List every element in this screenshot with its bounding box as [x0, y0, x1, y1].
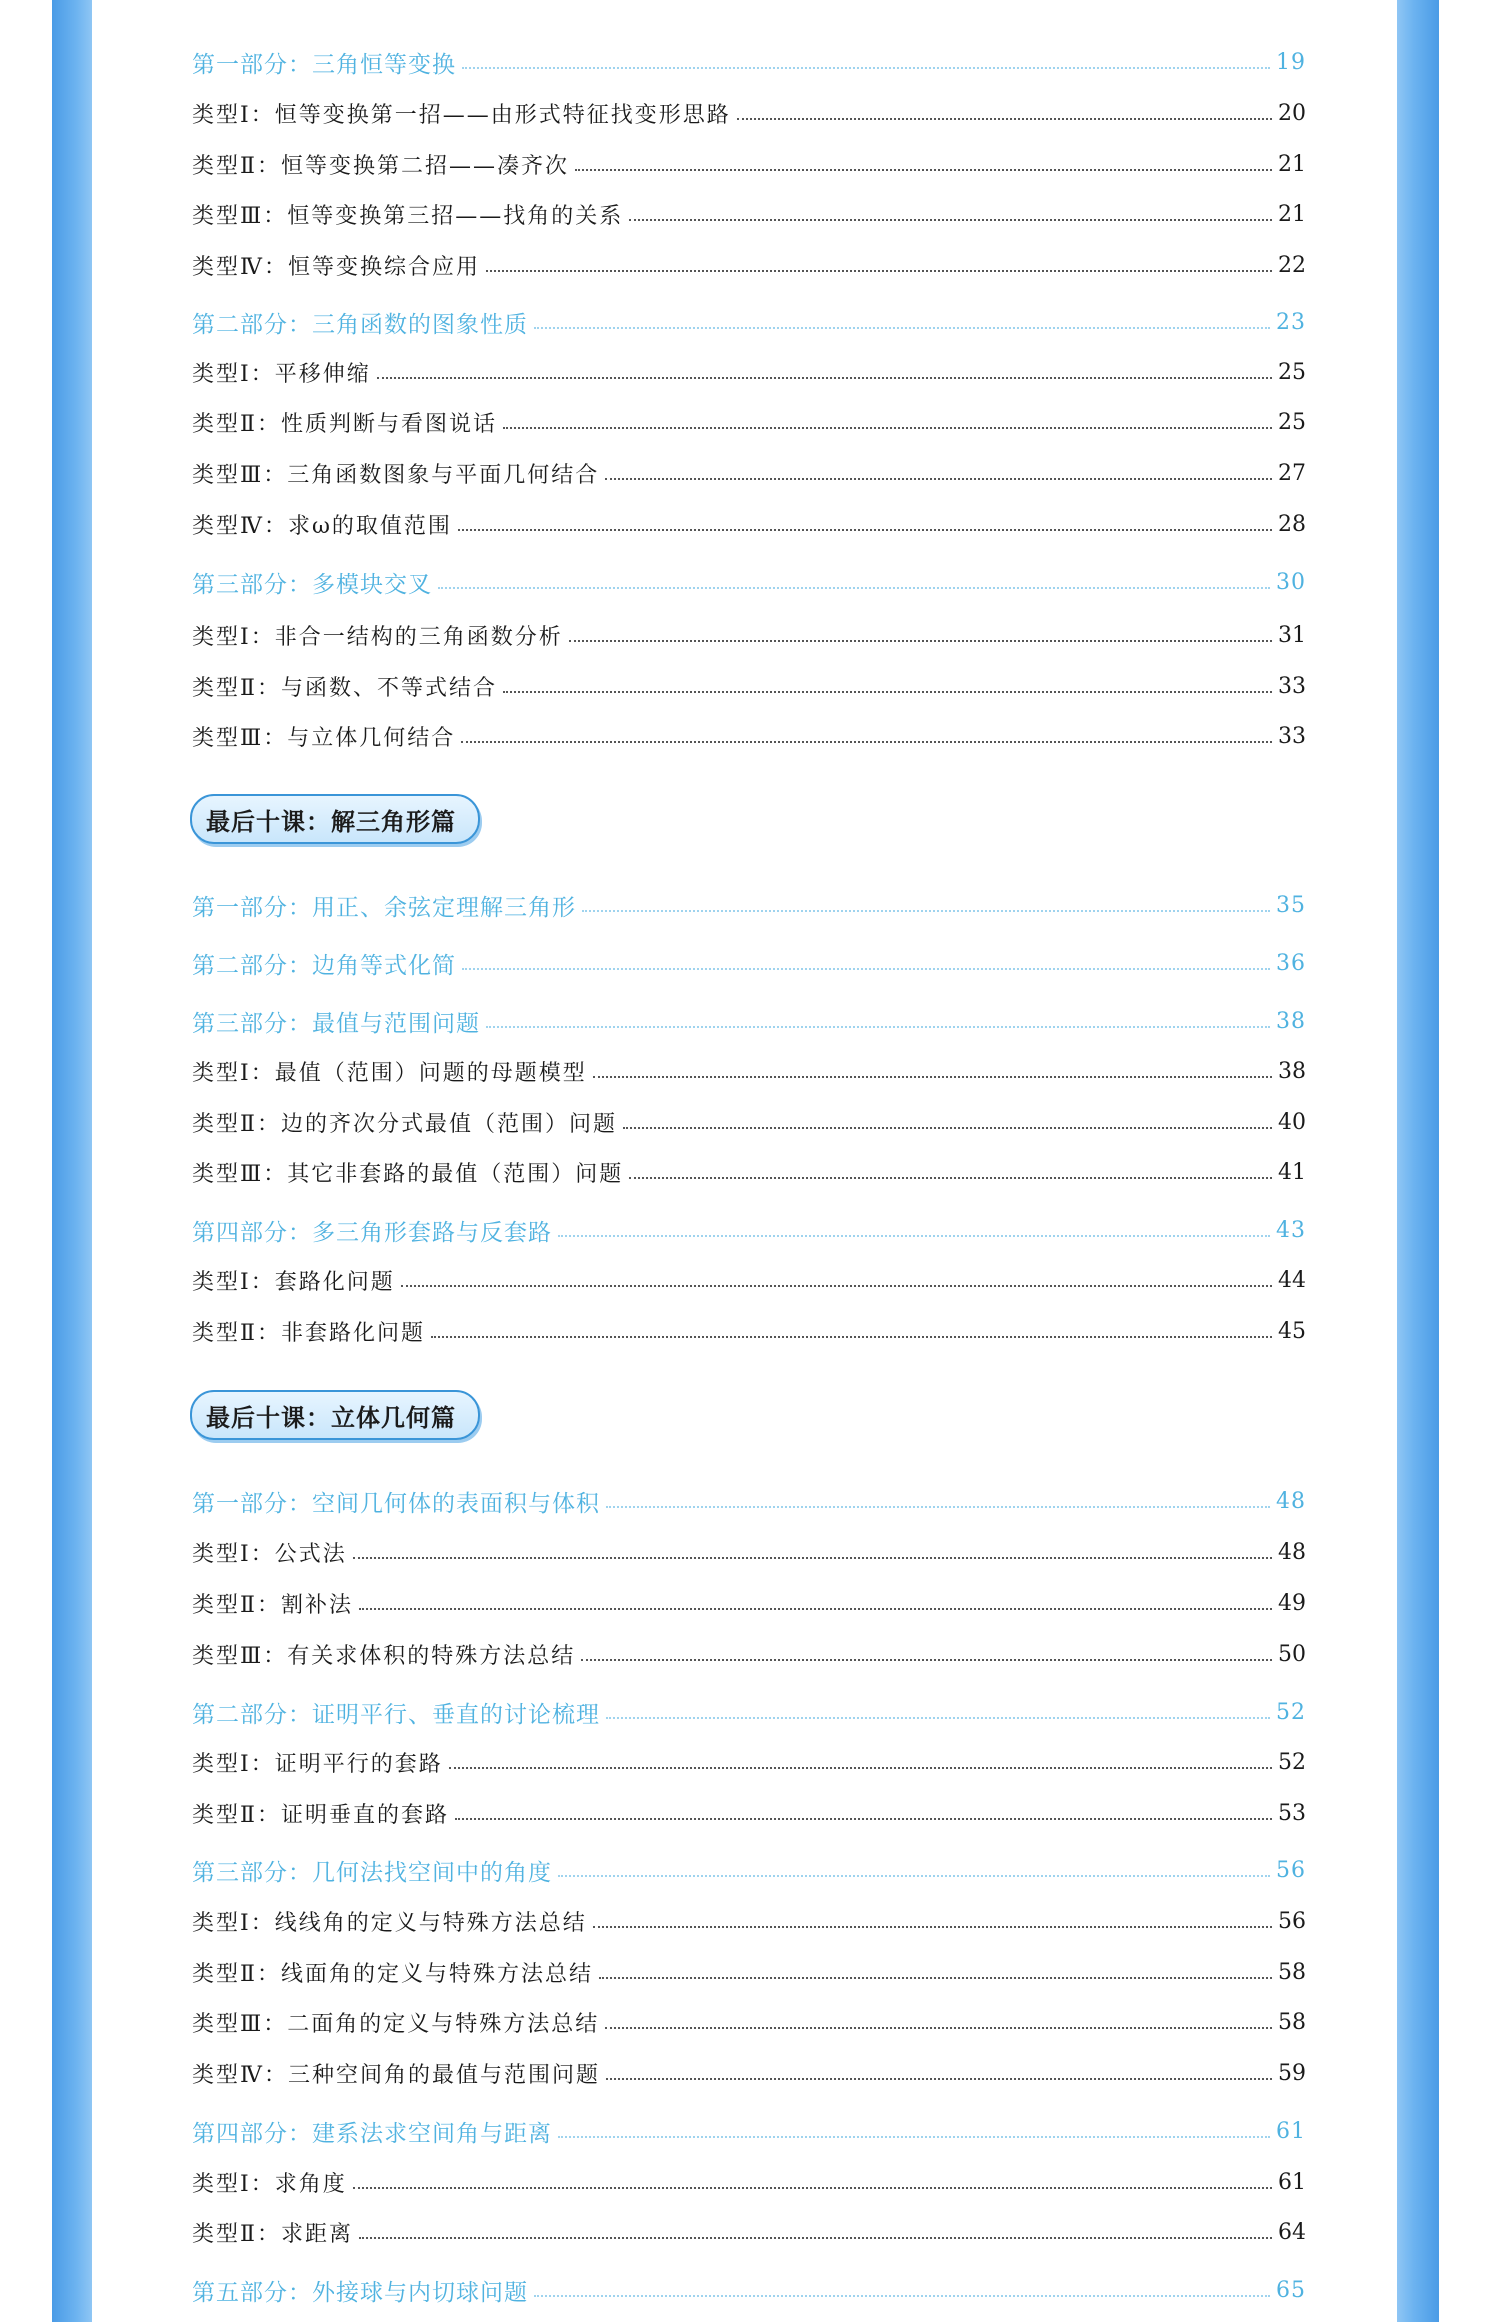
right-blue-border	[1397, 0, 1439, 2322]
dot-leader	[558, 1875, 1270, 1877]
right-margin	[1439, 0, 1498, 2322]
entry-label: 类型Ⅰ：平移伸缩	[192, 361, 371, 387]
toc-type-entry[interactable]	[192, 1793, 1306, 1833]
dot-leader	[629, 219, 1272, 221]
page-number: 56	[1278, 1908, 1306, 1934]
dot-leader	[737, 118, 1272, 120]
toc-type-entry[interactable]	[192, 352, 1306, 392]
toc-type-entry[interactable]	[192, 1152, 1306, 1192]
entry-label: 类型Ⅱ：非套路化问题	[192, 1320, 425, 1346]
dot-leader	[462, 968, 1270, 970]
dot-leader	[593, 1076, 1272, 1078]
dot-leader	[431, 1336, 1272, 1338]
entry-label: 第一部分：用正、余弦定理解三角形	[192, 894, 576, 921]
toc-type-entry[interactable]	[192, 1051, 1306, 1091]
page-number: 22	[1278, 252, 1306, 278]
entry-label: 类型Ⅲ：其它非套路的最值（范围）问题	[192, 1161, 624, 1187]
entry-label: 类型Ⅲ：恒等变换第三招——找角的关系	[192, 203, 624, 229]
page-number: 52	[1278, 1749, 1306, 1775]
page-number: 58	[1278, 1959, 1306, 1985]
dot-leader	[486, 1026, 1270, 1028]
toc-part-entry[interactable]	[192, 1850, 1306, 1890]
dot-leader	[353, 1557, 1272, 1559]
page-number: 64	[1278, 2219, 1306, 2245]
dot-leader	[582, 910, 1270, 912]
entry-label: 类型Ⅱ：性质判断与看图说话	[192, 411, 497, 437]
toc-part-entry[interactable]	[192, 42, 1306, 82]
entry-label: 类型Ⅰ：求角度	[192, 2171, 347, 2197]
entry-label: 类型Ⅱ：证明垂直的套路	[192, 1802, 449, 1828]
entry-label: 第四部分：建系法求空间角与距离	[192, 2120, 552, 2147]
page-number: 52	[1276, 1699, 1306, 1725]
dot-leader	[503, 427, 1272, 429]
dot-leader	[462, 67, 1270, 69]
toc-part-entry[interactable]	[192, 943, 1306, 983]
page-number: 33	[1278, 723, 1306, 749]
page-number: 53	[1278, 1800, 1306, 1826]
left-margin	[0, 0, 52, 2322]
toc-type-entry[interactable]	[192, 504, 1306, 544]
page-number: 23	[1276, 309, 1306, 335]
entry-label: 类型Ⅰ：公式法	[192, 1541, 347, 1567]
page-number: 21	[1278, 201, 1306, 227]
page-number: 65	[1276, 2277, 1306, 2303]
dot-leader	[449, 1767, 1272, 1769]
page-number: 48	[1278, 1539, 1306, 1565]
entry-label: 类型Ⅱ：割补法	[192, 1592, 353, 1618]
toc-type-entry[interactable]	[192, 666, 1306, 706]
page-number: 59	[1278, 2060, 1306, 2086]
dot-leader	[455, 1818, 1272, 1820]
entry-label: 第二部分：边角等式化简	[192, 952, 456, 979]
toc-type-entry[interactable]	[192, 402, 1306, 442]
page-number: 35	[1276, 892, 1306, 918]
toc-type-entry[interactable]	[192, 245, 1306, 285]
toc-type-entry[interactable]	[192, 144, 1306, 184]
entry-label: 类型Ⅳ：三种空间角的最值与范围问题	[192, 2062, 600, 2088]
toc-part-entry[interactable]	[192, 1001, 1306, 1041]
toc-part-entry[interactable]	[192, 2270, 1306, 2310]
dot-leader	[581, 1659, 1272, 1661]
toc-type-entry[interactable]	[192, 1532, 1306, 1572]
toc-type-entry[interactable]	[192, 1102, 1306, 1142]
toc-type-entry[interactable]	[192, 1742, 1306, 1782]
entry-label: 类型Ⅳ：恒等变换综合应用	[192, 254, 480, 280]
toc-type-entry[interactable]	[192, 1583, 1306, 1623]
page-number: 33	[1278, 673, 1306, 699]
dot-leader	[629, 1177, 1272, 1179]
page-number: 19	[1276, 49, 1306, 75]
chapter-heading	[190, 794, 480, 844]
chapter-title: 最后十课：立体几何篇	[206, 1403, 456, 1432]
toc-part-entry[interactable]	[192, 302, 1306, 342]
entry-label: 第二部分：证明平行、垂直的讨论梳理	[192, 1701, 600, 1728]
entry-label: 第四部分：多三角形套路与反套路	[192, 1219, 552, 1246]
page-number: 25	[1278, 409, 1306, 435]
entry-label: 类型Ⅰ：套路化问题	[192, 1269, 395, 1295]
entry-label: 类型Ⅱ：与函数、不等式结合	[192, 675, 497, 701]
entry-label: 类型Ⅰ：非合一结构的三角函数分析	[192, 624, 563, 650]
entry-label: 类型Ⅰ：恒等变换第一招——由形式特征找变形思路	[192, 102, 731, 128]
entry-label: 类型Ⅰ：证明平行的套路	[192, 1751, 443, 1777]
page-number: 27	[1278, 460, 1306, 486]
entry-label: 第三部分：多模块交叉	[192, 571, 432, 598]
chapter-title: 最后十课：解三角形篇	[206, 807, 456, 836]
page-number: 61	[1276, 2118, 1306, 2144]
dot-leader	[359, 2237, 1272, 2239]
page-number: 41	[1278, 1159, 1306, 1185]
toc-part-entry[interactable]	[192, 1210, 1306, 1250]
dot-leader	[534, 327, 1270, 329]
dot-leader	[461, 741, 1272, 743]
page-number: 49	[1278, 1590, 1306, 1616]
entry-label: 第五部分：外接球与内切球问题	[192, 2279, 528, 2306]
page-number: 56	[1276, 1857, 1306, 1883]
toc-type-entry[interactable]	[192, 615, 1306, 655]
dot-leader	[575, 169, 1272, 171]
page-number: 28	[1278, 511, 1306, 537]
entry-label: 类型Ⅰ：最值（范围）问题的母题模型	[192, 1060, 587, 1086]
dot-leader	[503, 691, 1272, 693]
dot-leader	[606, 1506, 1270, 1508]
page-number: 36	[1276, 950, 1306, 976]
dot-leader	[558, 2136, 1270, 2138]
toc-type-entry[interactable]	[192, 1260, 1306, 1300]
toc-part-entry[interactable]	[192, 1692, 1306, 1732]
page-number: 45	[1278, 1318, 1306, 1344]
page-number: 40	[1278, 1109, 1306, 1135]
toc-part-entry[interactable]	[192, 2111, 1306, 2151]
toc-type-entry[interactable]	[192, 1901, 1306, 1941]
dot-leader	[605, 478, 1272, 480]
dot-leader	[486, 270, 1272, 272]
page-number: 20	[1278, 100, 1306, 126]
page-number: 61	[1278, 2169, 1306, 2195]
toc-type-entry[interactable]	[192, 716, 1306, 756]
entry-label: 类型Ⅰ：线线角的定义与特殊方法总结	[192, 1910, 587, 1936]
toc-part-entry[interactable]	[192, 1481, 1306, 1521]
toc-type-entry[interactable]	[192, 1634, 1306, 1674]
entry-label: 第三部分：几何法找空间中的角度	[192, 1859, 552, 1886]
page-number: 44	[1278, 1267, 1306, 1293]
toc-type-entry[interactable]	[192, 453, 1306, 493]
entry-label: 类型Ⅲ：有关求体积的特殊方法总结	[192, 1643, 576, 1669]
toc-type-entry[interactable]	[192, 194, 1306, 234]
entry-label: 第一部分：三角恒等变换	[192, 51, 456, 78]
entry-label: 类型Ⅱ：边的齐次分式最值（范围）问题	[192, 1111, 617, 1137]
page-number: 21	[1278, 151, 1306, 177]
dot-leader	[599, 1977, 1272, 1979]
toc-type-entry[interactable]	[192, 2162, 1306, 2202]
entry-label: 类型Ⅱ：线面角的定义与特殊方法总结	[192, 1961, 593, 1987]
dot-leader	[458, 529, 1272, 531]
dot-leader	[438, 587, 1270, 589]
page-number: 25	[1278, 359, 1306, 385]
dot-leader	[623, 1127, 1272, 1129]
table-of-contents	[192, 0, 1306, 2322]
entry-label: 类型Ⅲ：三角函数图象与平面几何结合	[192, 462, 600, 488]
toc-type-entry[interactable]	[192, 93, 1306, 133]
dot-leader	[558, 1235, 1270, 1237]
page-number: 38	[1276, 1008, 1306, 1034]
left-blue-border	[52, 0, 92, 2322]
entry-label: 类型Ⅱ：恒等变换第二招——凑齐次	[192, 153, 569, 179]
dot-leader	[377, 377, 1272, 379]
entry-label: 第一部分：空间几何体的表面积与体积	[192, 1490, 600, 1517]
toc-type-entry[interactable]	[192, 2212, 1306, 2252]
dot-leader	[359, 1608, 1272, 1610]
entry-label: 第三部分：最值与范围问题	[192, 1010, 480, 1037]
dot-leader	[606, 2078, 1272, 2080]
toc-type-entry[interactable]	[192, 1311, 1306, 1351]
dot-leader	[605, 2027, 1272, 2029]
toc-part-entry[interactable]	[192, 885, 1306, 925]
toc-type-entry[interactable]	[192, 2053, 1306, 2093]
entry-label: 类型Ⅲ：二面角的定义与特殊方法总结	[192, 2011, 600, 2037]
toc-type-entry[interactable]	[192, 1952, 1306, 1992]
dot-leader	[401, 1285, 1272, 1287]
dot-leader	[606, 1717, 1270, 1719]
page-number: 50	[1278, 1641, 1306, 1667]
entry-label: 类型Ⅱ：求距离	[192, 2221, 353, 2247]
page-number: 31	[1278, 622, 1306, 648]
dot-leader	[534, 2295, 1270, 2297]
page-number: 48	[1276, 1488, 1306, 1514]
page-number: 58	[1278, 2009, 1306, 2035]
chapter-heading	[190, 1390, 480, 1440]
entry-label: 类型Ⅳ：求ω的取值范围	[192, 513, 452, 539]
dot-leader	[353, 2187, 1272, 2189]
entry-label: 第二部分：三角函数的图象性质	[192, 311, 528, 338]
toc-part-entry[interactable]	[192, 562, 1306, 602]
page-number: 30	[1276, 569, 1306, 595]
entry-label: 类型Ⅲ：与立体几何结合	[192, 725, 456, 751]
dot-leader	[569, 640, 1272, 642]
toc-type-entry[interactable]	[192, 2002, 1306, 2042]
dot-leader	[593, 1926, 1272, 1928]
page-number: 43	[1276, 1217, 1306, 1243]
page-number: 38	[1278, 1058, 1306, 1084]
